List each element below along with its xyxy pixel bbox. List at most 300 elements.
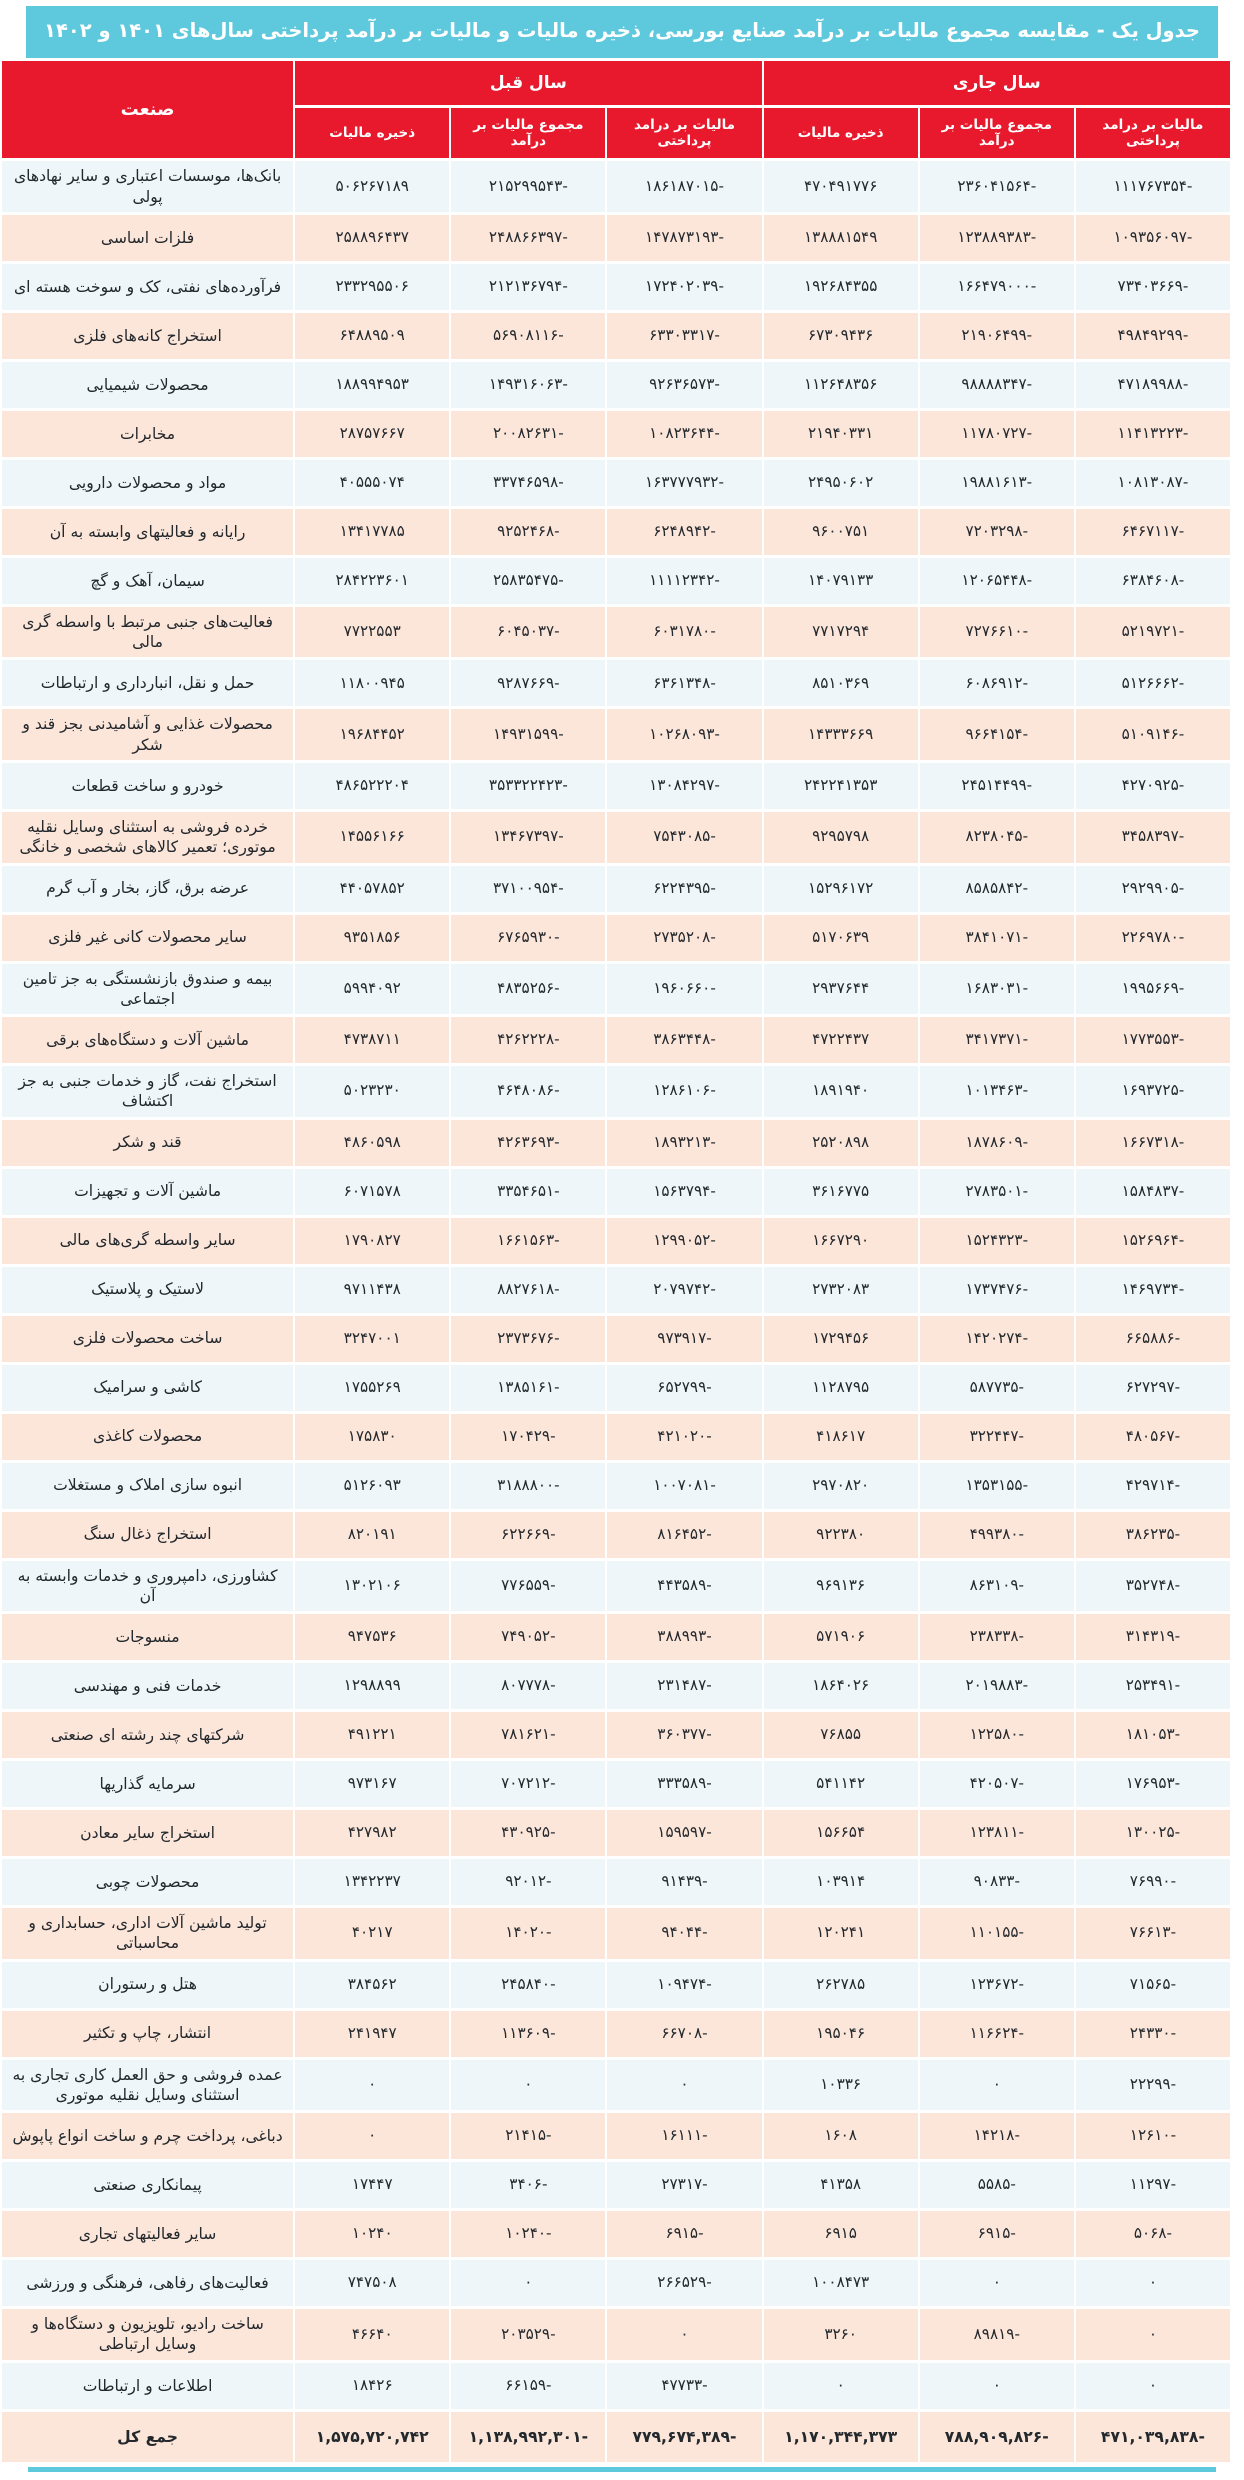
cell-cy-tax-reserve: ۴۷۲۲۴۳۷ [764,1017,918,1063]
cell-cy-tax-reserve: ۵۷۱۹۰۶ [764,1614,918,1660]
table-row [2,1267,1230,1313]
cell-py-paid-tax: ۰ [607,2060,761,2111]
cell-industry-name: پیمانکاری صنعتی [2,2162,293,2208]
cell-py-total-tax: -۱۳۸۵۱۶۱ [451,1365,605,1411]
cell-cy-tax-reserve: ۱۶۶۷۲۹۰ [764,1218,918,1264]
cell-industry-name: عمده فروشی و حق العمل کاری تجاری به استثنای وسایل نقلیه موتوری [2,2060,293,2111]
cell-py-tax-reserve: ۵۰۲۳۲۳۰ [295,1066,449,1117]
cell-py-tax-reserve: ۱۸۴۲۶ [295,2363,449,2409]
cell-py-total-tax: -۶۷۶۵۹۳۰ [451,915,605,961]
cell-py-total-tax: -۲۰۰۸۲۶۳۱ [451,411,605,457]
cell-py-total-tax: -۳۱۸۸۸۰۰ [451,1463,605,1509]
cell-py-total-tax: -۲۳۷۳۶۷۶ [451,1316,605,1362]
table-row [2,1414,1230,1460]
cell-py-tax-reserve: ۱۴۵۵۶۱۶۶ [295,812,449,863]
cell-cy-tax-reserve: ۱۴۰۷۹۱۳۳ [764,558,918,604]
cell-cy-tax-reserve: ۳۶۱۶۷۷۵ [764,1169,918,1215]
cell-cy-tax-reserve: ۲۱۹۴۰۳۳۱ [764,411,918,457]
cell-py-total-tax: -۲۱۵۲۹۹۵۴۳ [451,161,605,212]
table-row [2,1810,1230,1856]
table-body [2,161,1230,2461]
cell-py-tax-reserve: ۹۳۵۱۸۵۶ [295,915,449,961]
total-cell-cy-tax-reserve: ۱,۱۷۰,۳۴۴,۳۷۳ [764,2412,918,2462]
cell-py-paid-tax: -۲۶۶۵۲۹ [607,2260,761,2306]
cell-cy-paid-tax: -۴۸۰۵۶۷ [1076,1414,1230,1460]
table-row [2,2011,1230,2057]
cell-py-total-tax: -۱۶۶۱۵۶۳ [451,1218,605,1264]
cell-cy-paid-tax: -۳۴۵۸۳۹۷ [1076,812,1230,863]
cell-py-tax-reserve: ۲۳۳۲۹۵۵۰۶ [295,264,449,310]
cell-cy-total-tax: -۴۲۰۵۰۷ [920,1761,1074,1807]
cell-industry-name: خدمات فنی و مهندسی [2,1663,293,1709]
cell-industry-name: محصولات شیمیایی [2,362,293,408]
cell-py-total-tax: -۳۷۱۰۰۹۵۴ [451,866,605,912]
cell-py-total-tax: -۹۲۸۷۶۶۹ [451,660,605,706]
cell-py-paid-tax: -۶۵۲۷۹۹ [607,1365,761,1411]
cell-py-total-tax: -۱۴۹۳۱۵۹۹ [451,709,605,760]
cell-industry-name: انتشار، چاپ و تکثیر [2,2011,293,2057]
cell-py-tax-reserve: ۱۱۸۰۰۹۴۵ [295,660,449,706]
cell-cy-tax-reserve: ۵۴۱۱۴۲ [764,1761,918,1807]
cell-cy-tax-reserve: ۱۹۵۰۴۶ [764,2011,918,2057]
cell-cy-paid-tax: -۲۴۳۳۰ [1076,2011,1230,2057]
cell-cy-tax-reserve: ۱۹۲۶۸۴۳۵۵ [764,264,918,310]
cell-industry-name: کشاورزی، دامپروری و خدمات وابسته به آن [2,1561,293,1612]
cell-industry-name: فرآورده‌های نفتی، کک و سوخت هسته ای [2,264,293,310]
cell-py-tax-reserve: ۱۰۲۴۰ [295,2211,449,2257]
cell-industry-name: فعالیت‌های جنبی مرتبط با واسطه گری مالی [2,607,293,658]
cell-py-total-tax: -۱۳۴۶۷۳۹۷ [451,812,605,863]
table-row [2,709,1230,760]
cell-cy-tax-reserve: ۱۰۳۹۱۴ [764,1859,918,1905]
cell-py-paid-tax: -۹۱۴۳۹ [607,1859,761,1905]
cell-cy-total-tax: -۲۰۱۹۸۸۳ [920,1663,1074,1709]
cell-py-tax-reserve: ۶۴۸۸۹۵۰۹ [295,313,449,359]
cell-py-paid-tax: -۱۸۹۳۲۱۳ [607,1120,761,1166]
table-header [2,61,1230,158]
cell-cy-total-tax: -۸۶۳۱۰۹ [920,1561,1074,1612]
table-row [2,1120,1230,1166]
table-row [2,313,1230,359]
cell-industry-name: ماشین آلات و دستگاه‌های برقی [2,1017,293,1063]
cell-cy-total-tax: -۱۱۷۸۰۷۲۷ [920,411,1074,457]
cell-py-total-tax: -۴۲۶۲۲۲۸ [451,1017,605,1063]
cell-cy-tax-reserve: ۱۰۳۳۶ [764,2060,918,2111]
cell-cy-total-tax: -۹۸۸۸۸۳۴۷ [920,362,1074,408]
cell-py-paid-tax: -۱۶۳۷۷۷۹۳۲ [607,460,761,506]
cell-cy-total-tax: -۱۱۰۱۵۵ [920,1908,1074,1959]
cell-cy-total-tax: ۰ [920,2260,1074,2306]
cell-py-total-tax: -۱۷۰۴۲۹ [451,1414,605,1460]
cell-cy-total-tax: -۱۶۶۴۷۹۰۰۰ [920,264,1074,310]
header-cy-total-tax: مجموع مالیات بر درآمد [920,108,1074,158]
cell-industry-name: استخراج نفت، گاز و خدمات جنبی به جز اکتشاف [2,1066,293,1117]
header-industry: صنعت [2,61,293,158]
table-row [2,1218,1230,1264]
cell-cy-paid-tax: -۴۲۷۰۹۲۵ [1076,763,1230,809]
cell-py-total-tax: -۲۴۸۸۶۶۳۹۷ [451,215,605,261]
cell-cy-total-tax: -۸۹۸۱۹ [920,2309,1074,2360]
total-cell-cy-paid-tax: -۴۷۱,۰۳۹,۸۳۸ [1076,2412,1230,2462]
cell-py-total-tax: -۷۰۷۲۱۲ [451,1761,605,1807]
cell-cy-total-tax: -۱۴۲۰۲۷۴ [920,1316,1074,1362]
cell-cy-tax-reserve: ۹۶۰۰۷۵۱ [764,509,918,555]
table-row [2,812,1230,863]
cell-cy-tax-reserve: ۱۳۸۸۸۱۵۴۹ [764,215,918,261]
cell-industry-name: استخراج سایر معادن [2,1810,293,1856]
cell-py-total-tax: -۱۰۲۴۰ [451,2211,605,2257]
cell-industry-name: ماشین آلات و تجهیزات [2,1169,293,1215]
cell-industry-name: بیمه و صندوق بازنشستگی به جز تامین اجتماعی [2,964,293,1015]
cell-cy-total-tax: -۱۹۸۸۱۶۱۳ [920,460,1074,506]
cell-industry-name: سایر فعالیتهای تجاری [2,2211,293,2257]
cell-py-paid-tax: -۳۳۳۵۸۹ [607,1761,761,1807]
cell-py-paid-tax: -۱۵۹۵۹۷ [607,1810,761,1856]
cell-cy-total-tax: -۲۳۶۰۴۱۵۶۴ [920,161,1074,212]
header-py-tax-reserve: ذخیره مالیات [295,108,449,158]
table-row [2,2309,1230,2360]
cell-py-tax-reserve: ۴۰۵۵۵۰۷۴ [295,460,449,506]
cell-cy-paid-tax: -۱۸۱۰۵۳ [1076,1712,1230,1758]
cell-cy-tax-reserve: ۱۵۶۶۵۴ [764,1810,918,1856]
cell-cy-total-tax: -۱۲۳۸۱۱ [920,1810,1074,1856]
cell-py-paid-tax: -۶۲۲۴۳۹۵ [607,866,761,912]
cell-cy-total-tax: -۶۹۱۵ [920,2211,1074,2257]
cell-py-tax-reserve: ۱۳۰۲۱۰۶ [295,1561,449,1612]
cell-py-total-tax: -۹۲۰۱۲ [451,1859,605,1905]
cell-py-paid-tax: -۹۷۳۹۱۷ [607,1316,761,1362]
cell-py-paid-tax: -۱۴۷۸۷۳۱۹۳ [607,215,761,261]
cell-industry-name: فلزات اساسی [2,215,293,261]
cell-py-paid-tax: -۱۸۶۱۸۷۰۱۵ [607,161,761,212]
bottom-rule [28,2467,1216,2472]
cell-py-tax-reserve: ۳۸۴۵۶۲ [295,1962,449,2008]
cell-cy-tax-reserve: ۱۶۰۸ [764,2113,918,2159]
cell-py-paid-tax: -۱۰۸۲۳۶۴۴ [607,411,761,457]
cell-cy-paid-tax: -۱۰۸۱۳۰۸۷ [1076,460,1230,506]
cell-cy-total-tax: -۵۵۸۵ [920,2162,1074,2208]
cell-py-paid-tax: -۱۰۲۶۸۰۹۳ [607,709,761,760]
cell-cy-tax-reserve: ۹۲۲۳۸۰ [764,1512,918,1558]
total-cell-py-total-tax: -۱,۱۳۸,۹۹۲,۳۰۱ [451,2412,605,2462]
cell-cy-paid-tax: -۴۲۹۷۱۴ [1076,1463,1230,1509]
table-row [2,763,1230,809]
cell-cy-tax-reserve: ۱۰۰۸۴۷۳ [764,2260,918,2306]
cell-py-paid-tax: -۶۰۳۱۷۸۰ [607,607,761,658]
cell-py-total-tax: -۲۴۵۸۴۰ [451,1962,605,2008]
cell-py-tax-reserve: ۴۷۳۸۷۱۱ [295,1017,449,1063]
cell-py-paid-tax: -۶۳۳۰۳۳۱۷ [607,313,761,359]
cell-cy-total-tax: -۶۰۸۶۹۱۲ [920,660,1074,706]
table-row [2,1169,1230,1215]
cell-py-total-tax: -۵۶۹۰۸۱۱۶ [451,313,605,359]
cell-cy-total-tax: -۳۴۱۷۳۷۱ [920,1017,1074,1063]
cell-cy-paid-tax: -۴۷۱۸۹۹۸۸ [1076,362,1230,408]
cell-cy-tax-reserve: ۲۹۳۷۶۴۴ [764,964,918,1015]
cell-cy-tax-reserve: ۲۵۲۰۸۹۸ [764,1120,918,1166]
cell-py-total-tax: -۶۶۱۵۹ [451,2363,605,2409]
cell-cy-total-tax: -۲۷۸۳۵۰۱ [920,1169,1074,1215]
cell-py-tax-reserve: ۴۶۶۴۰ [295,2309,449,2360]
cell-cy-paid-tax: -۱۶۹۳۷۲۵ [1076,1066,1230,1117]
cell-py-paid-tax: -۹۴۰۴۴ [607,1908,761,1959]
cell-cy-total-tax: -۱۰۱۳۴۶۳ [920,1066,1074,1117]
table-row [2,1066,1230,1117]
cell-py-paid-tax: -۳۸۶۳۴۴۸ [607,1017,761,1063]
cell-cy-paid-tax: -۶۳۸۴۶۰۸ [1076,558,1230,604]
cell-industry-name: سایر واسطه گری‌های مالی [2,1218,293,1264]
cell-cy-total-tax: -۱۲۲۵۸۰ [920,1712,1074,1758]
table-row [2,460,1230,506]
cell-industry-name: قند و شکر [2,1120,293,1166]
cell-industry-name: منسوجات [2,1614,293,1660]
header-group-previous-year: سال قبل [295,61,761,105]
table-row [2,1316,1230,1362]
cell-cy-total-tax: -۵۸۷۷۳۵ [920,1365,1074,1411]
cell-py-total-tax: -۸۰۷۷۷۸ [451,1663,605,1709]
cell-cy-paid-tax: -۵۲۱۹۷۲۱ [1076,607,1230,658]
cell-cy-total-tax: -۸۵۸۵۸۴۲ [920,866,1074,912]
cell-py-total-tax: -۳۳۷۴۶۵۹۸ [451,460,605,506]
cell-industry-name: خودرو و ساخت قطعات [2,763,293,809]
cell-py-tax-reserve: ۴۹۱۲۲۱ [295,1712,449,1758]
cell-cy-paid-tax: -۱۲۶۱۰ [1076,2113,1230,2159]
cell-cy-total-tax: -۷۲۷۶۶۱۰ [920,607,1074,658]
cell-py-paid-tax: -۱۷۲۴۰۲۰۳۹ [607,264,761,310]
cell-py-paid-tax: -۱۹۶۰۶۶۰ [607,964,761,1015]
cell-cy-total-tax: -۳۸۴۱۰۷۱ [920,915,1074,961]
cell-py-total-tax: ۰ [451,2060,605,2111]
cell-cy-paid-tax: -۲۲۲۹۹ [1076,2060,1230,2111]
cell-cy-tax-reserve: ۱۲۰۲۴۱ [764,1908,918,1959]
cell-industry-name: ساخت محصولات فلزی [2,1316,293,1362]
cell-cy-total-tax: -۱۴۲۱۸ [920,2113,1074,2159]
cell-py-tax-reserve: ۹۴۷۵۳۶ [295,1614,449,1660]
cell-py-tax-reserve: ۲۸۴۲۲۳۶۰۱ [295,558,449,604]
header-group-row [2,61,1230,105]
cell-cy-total-tax: -۱۲۳۶۷۲ [920,1962,1074,2008]
total-cell-py-paid-tax: -۷۷۹,۶۷۴,۳۸۹ [607,2412,761,2462]
cell-industry-name: محصولات کاغذی [2,1414,293,1460]
cell-cy-paid-tax: -۱۹۹۵۶۶۹ [1076,964,1230,1015]
cell-cy-paid-tax: -۶۴۶۷۱۱۷ [1076,509,1230,555]
table-row [2,964,1230,1015]
cell-py-paid-tax: -۷۵۴۳۰۸۵ [607,812,761,863]
cell-industry-name: هتل و رستوران [2,1962,293,2008]
table-row [2,2162,1230,2208]
cell-cy-paid-tax: ۰ [1076,2363,1230,2409]
cell-industry-name: مواد و محصولات دارویی [2,460,293,506]
cell-industry-name: انبوه سازی املاک و مستغلات [2,1463,293,1509]
header-group-current-year: سال جاری [764,61,1230,105]
cell-py-tax-reserve: ۹۷۳۱۶۷ [295,1761,449,1807]
table-row [2,1017,1230,1063]
cell-cy-total-tax: -۲۴۵۱۴۴۹۹ [920,763,1074,809]
cell-cy-paid-tax: -۳۵۲۷۴۸ [1076,1561,1230,1612]
cell-industry-name: ساخت رادیو، تلویزیون و دستگاه‌ها و وسایل ارتباطی [2,2309,293,2360]
cell-industry-name: تولید ماشین آلات اداری، حسابداری و محاسباتی [2,1908,293,1959]
cell-py-paid-tax: ۰ [607,2309,761,2360]
cell-py-paid-tax: -۱۱۱۱۲۳۴۲ [607,558,761,604]
cell-py-total-tax: -۴۳۰۹۲۵ [451,1810,605,1856]
cell-cy-tax-reserve: ۴۱۳۵۸ [764,2162,918,2208]
cell-py-paid-tax: -۱۳۰۸۴۲۹۷ [607,763,761,809]
table-row [2,1512,1230,1558]
table-row [2,660,1230,706]
cell-py-paid-tax: -۲۳۱۴۸۷ [607,1663,761,1709]
cell-cy-total-tax: -۲۱۹۰۶۴۹۹ [920,313,1074,359]
cell-py-total-tax: -۲۱۲۱۳۶۷۹۴ [451,264,605,310]
cell-py-tax-reserve: ۶۰۷۱۵۷۸ [295,1169,449,1215]
cell-py-paid-tax: -۲۰۷۹۷۴۲ [607,1267,761,1313]
cell-cy-paid-tax: -۱۳۰۰۲۵ [1076,1810,1230,1856]
cell-cy-paid-tax: -۷۱۵۶۵ [1076,1962,1230,2008]
cell-industry-name: حمل و نقل، انبارداری و ارتباطات [2,660,293,706]
cell-py-paid-tax: -۶۳۶۱۳۴۸ [607,660,761,706]
cell-py-total-tax: -۲۰۳۵۲۹ [451,2309,605,2360]
cell-cy-total-tax: -۸۲۳۸۰۴۵ [920,812,1074,863]
table-row [2,1712,1230,1758]
table-row [2,2211,1230,2257]
cell-industry-name: دباغی، پرداخت چرم و ساخت انواع پاپوش [2,2113,293,2159]
cell-py-total-tax: -۳۳۵۴۶۵۱ [451,1169,605,1215]
table-row [2,161,1230,212]
cell-cy-tax-reserve: ۸۵۱۰۳۶۹ [764,660,918,706]
cell-py-paid-tax: -۱۵۶۳۷۹۴ [607,1169,761,1215]
cell-cy-tax-reserve: ۱۴۳۳۳۶۶۹ [764,709,918,760]
cell-cy-total-tax: -۱۲۰۶۵۴۴۸ [920,558,1074,604]
cell-cy-paid-tax: -۱۰۹۳۵۶۰۹۷ [1076,215,1230,261]
cell-py-paid-tax: -۶۲۴۸۹۴۲ [607,509,761,555]
cell-cy-total-tax: -۱۲۳۸۸۹۳۸۳ [920,215,1074,261]
cell-py-total-tax: -۷۸۱۶۲۱ [451,1712,605,1758]
cell-cy-paid-tax: -۴۹۸۴۹۲۹۹ [1076,313,1230,359]
cell-py-paid-tax: -۴۷۷۳۳ [607,2363,761,2409]
cell-py-total-tax: -۶۲۲۶۶۹ [451,1512,605,1558]
cell-cy-paid-tax: -۷۳۴۰۳۶۶۹ [1076,264,1230,310]
cell-cy-tax-reserve: ۲۹۷۰۸۲۰ [764,1463,918,1509]
cell-industry-name: سیمان، آهک و گچ [2,558,293,604]
cell-cy-paid-tax: ۰ [1076,2309,1230,2360]
table-row [2,509,1230,555]
cell-py-tax-reserve: ۱۲۹۸۸۹۹ [295,1663,449,1709]
cell-py-tax-reserve: ۰ [295,2060,449,2111]
cell-py-tax-reserve: ۱۳۴۲۲۳۷ [295,1859,449,1905]
cell-industry-name: خرده فروشی به استثنای وسایل نقلیه موتوری؛ تعمیر کالاهای شخصی و خانگی [2,812,293,863]
cell-cy-total-tax: -۷۲۰۳۲۹۸ [920,509,1074,555]
cell-industry-name: سرمایه گذاریها [2,1761,293,1807]
cell-cy-tax-reserve: ۱۵۲۹۶۱۷۲ [764,866,918,912]
cell-cy-tax-reserve: ۶۹۱۵ [764,2211,918,2257]
cell-cy-total-tax: -۱۳۵۳۱۵۵ [920,1463,1074,1509]
cell-cy-paid-tax: -۱۷۷۳۵۵۳ [1076,1017,1230,1063]
cell-industry-name: بانک‌ها، موسسات اعتباری و سایر نهادهای پولی [2,161,293,212]
table-row [2,1365,1230,1411]
cell-cy-tax-reserve: ۴۱۸۶۱۷ [764,1414,918,1460]
cell-cy-total-tax: -۱۸۷۸۶۰۹ [920,1120,1074,1166]
cell-cy-total-tax: ۰ [920,2060,1074,2111]
cell-py-paid-tax: -۱۰۹۴۷۴ [607,1962,761,2008]
table-row [2,215,1230,261]
cell-py-total-tax: -۷۴۹۰۵۲ [451,1614,605,1660]
cell-py-tax-reserve: ۴۰۲۱۷ [295,1908,449,1959]
table-row [2,558,1230,604]
table-row [2,607,1230,658]
cell-industry-name: فعالیت‌های رفاهی، فرهنگی و ورزشی [2,2260,293,2306]
cell-cy-tax-reserve: ۷۶۸۵۵ [764,1712,918,1758]
cell-py-paid-tax: -۱۲۸۶۱۰۶ [607,1066,761,1117]
cell-cy-paid-tax: -۷۶۹۹۰ [1076,1859,1230,1905]
cell-py-total-tax: -۷۷۶۵۵۹ [451,1561,605,1612]
cell-cy-tax-reserve: ۴۷۰۴۹۱۷۷۶ [764,161,918,212]
cell-py-tax-reserve: ۱۹۶۸۴۴۵۲ [295,709,449,760]
cell-cy-paid-tax: -۶۶۵۸۸۶ [1076,1316,1230,1362]
cell-py-tax-reserve: ۰ [295,2113,449,2159]
cell-cy-total-tax: -۱۵۲۴۳۲۳ [920,1218,1074,1264]
cell-cy-paid-tax: -۱۱۲۹۷ [1076,2162,1230,2208]
cell-industry-name: اطلاعات و ارتباطات [2,2363,293,2409]
cell-py-tax-reserve: ۲۸۷۵۷۶۶۷ [295,411,449,457]
cell-industry-name: کاشی و سرامیک [2,1365,293,1411]
cell-py-paid-tax: -۶۹۱۵ [607,2211,761,2257]
cell-cy-total-tax: ۰ [920,2363,1074,2409]
cell-py-tax-reserve: ۸۲۰۱۹۱ [295,1512,449,1558]
cell-py-tax-reserve: ۴۲۷۹۸۲ [295,1810,449,1856]
cell-py-total-tax: ۰ [451,2260,605,2306]
cell-py-paid-tax: -۳۸۸۹۹۳ [607,1614,761,1660]
cell-cy-tax-reserve: ۲۷۳۲۰۸۳ [764,1267,918,1313]
header-cy-paid-tax: مالیات بر درامد پرداختی [1076,108,1230,158]
total-cell-py-tax-reserve: ۱,۵۷۵,۷۲۰,۷۴۲ [295,2412,449,2462]
cell-cy-tax-reserve: ۲۴۲۲۴۱۳۵۳ [764,763,918,809]
cell-cy-tax-reserve: ۱۸۶۴۰۲۶ [764,1663,918,1709]
cell-py-tax-reserve: ۵۱۲۶۰۹۳ [295,1463,449,1509]
cell-cy-paid-tax: -۷۶۶۱۳ [1076,1908,1230,1959]
cell-py-tax-reserve: ۱۳۴۱۷۷۸۵ [295,509,449,555]
cell-cy-paid-tax: -۳۱۴۳۱۹ [1076,1614,1230,1660]
cell-py-tax-reserve: ۱۷۵۸۳۰ [295,1414,449,1460]
cell-cy-paid-tax: -۲۲۶۹۷۸۰ [1076,915,1230,961]
cell-industry-name: شرکتهای چند رشته ای صنعتی [2,1712,293,1758]
cell-cy-paid-tax: -۵۱۲۶۶۶۲ [1076,660,1230,706]
cell-cy-total-tax: -۱۶۸۳۰۳۱ [920,964,1074,1015]
table-container [0,6,1244,2480]
cell-py-total-tax: -۱۴۰۲۰ [451,1908,605,1959]
total-cell-cy-total-tax: -۷۸۸,۹۰۹,۸۲۶ [920,2412,1074,2462]
cell-py-total-tax: -۳۵۳۳۲۲۴۲۳ [451,763,605,809]
cell-cy-paid-tax: -۵۰۶۸ [1076,2211,1230,2257]
cell-cy-paid-tax: -۱۴۶۹۷۳۴ [1076,1267,1230,1313]
table-row [2,1561,1230,1612]
cell-industry-name: عرضه برق، گاز، بخار و آب گرم [2,866,293,912]
table-row [2,1614,1230,1660]
cell-py-tax-reserve: ۱۷۴۴۷ [295,2162,449,2208]
cell-py-tax-reserve: ۱۸۸۹۹۴۹۵۳ [295,362,449,408]
cell-cy-paid-tax: -۲۵۳۴۹۱ [1076,1663,1230,1709]
cell-py-paid-tax: -۲۷۳۱۷ [607,2162,761,2208]
cell-industry-name: استخراج ذغال سنگ [2,1512,293,1558]
cell-cy-tax-reserve: ۲۶۲۷۸۵ [764,1962,918,2008]
cell-industry-name: استخراج کانه‌های فلزی [2,313,293,359]
cell-py-paid-tax: -۲۷۳۵۲۰۸ [607,915,761,961]
cell-py-paid-tax: -۹۲۶۳۶۵۷۳ [607,362,761,408]
tax-comparison-table [0,58,1232,2464]
cell-cy-paid-tax: -۵۱۰۹۱۴۶ [1076,709,1230,760]
cell-cy-paid-tax: -۲۹۲۹۹۰۵ [1076,866,1230,912]
cell-cy-tax-reserve: ۱۱۲۸۷۹۵ [764,1365,918,1411]
header-py-paid-tax: مالیات بر درامد پرداختی [607,108,761,158]
table-row [2,1463,1230,1509]
